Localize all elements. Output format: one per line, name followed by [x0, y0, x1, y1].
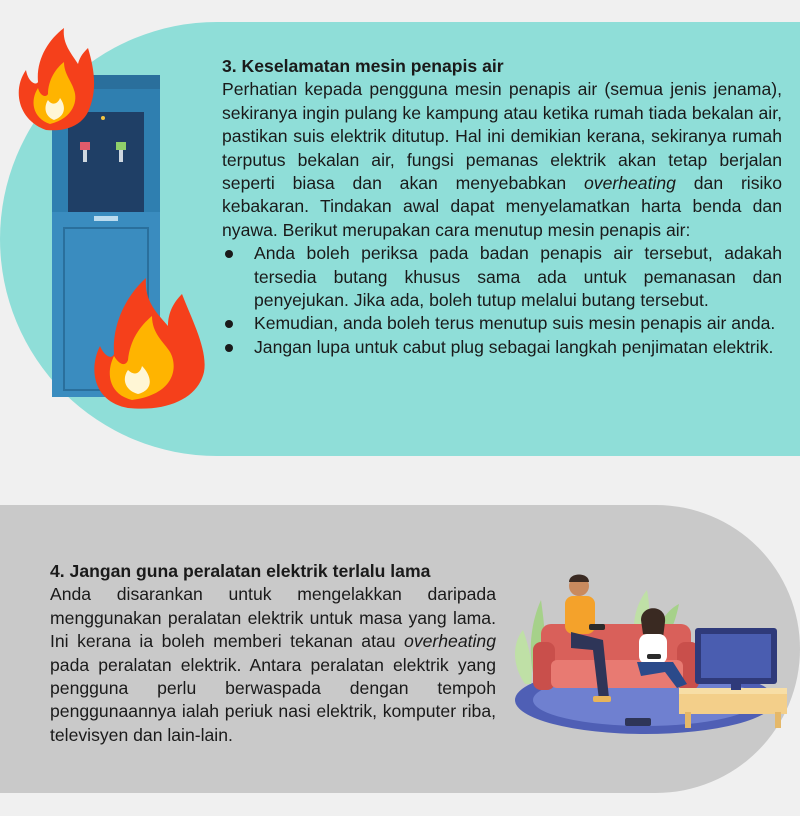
list-item: Jangan lupa untuk cabut plug sebagai langkah penjimatan elektrik.: [222, 336, 782, 359]
list-item: Kemudian, anda boleh terus menutup suis mesin penapis air anda.: [222, 312, 782, 335]
section-3-intro: Perhatian kepada pengguna mesin penapis air (semua jenis jenama), sekiranya ingin pulang ke kampung atau ketika rumah tiada bekalan air, pastikan suis elektrik ditutup. Hal ini demikian kerana, sekiranya rumah terputus bekalan air, fungsi pemanas elektrik akan tetap berjalan seperti biasa dan akan menyebabkan overheating dan risiko kebakaran. Tindakan awal dapat menyelamatkan harta benda dan nyawa. Berikut merupakan cara menutup mesin penapis air:: [222, 79, 783, 240]
section-3-bullet-list: [222, 242, 782, 359]
section-4-body: Anda disarankan untuk mengelakkan daripada menggunakan peralatan elektrik untuk masa yang lama. Ini kerana ia boleh memberi tekanan atau overheating pada peralatan elektrik. Antara peralatan elektrik yang pengguna perlu berwaspada dengan tempoh penggunaannya ialah periuk nasi elektrik, komputer riba, televisyen dan lain-lain.: [50, 584, 496, 745]
section-3-content: [222, 55, 782, 359]
family-gaming-icon: [505, 572, 797, 742]
fire-icon: [19, 28, 94, 130]
section-3-title: 3. Keselamatan mesin penapis air: [222, 56, 504, 76]
section-4-content: [50, 560, 496, 747]
list-item: Anda boleh periksa pada badan penapis air tersebut, adakah tersedia butang khusus sama ada untuk pemanasan dan penyejukan. Jika ada, boleh tutup melalui butang tersebut.: [222, 242, 782, 312]
section-4-title: 4. Jangan guna peralatan elektrik terlalu lama: [50, 561, 431, 581]
water-dispenser-icon: [8, 20, 218, 410]
